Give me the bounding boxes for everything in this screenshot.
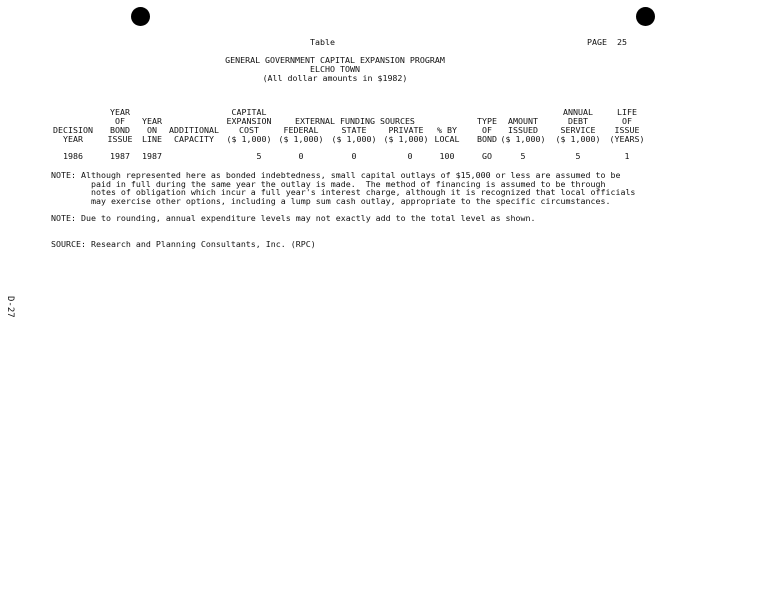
note-financing: NOTE: Although represented here as bonded indebtedness, small capital outlays of $15,000 or less are assumed to be paid in full during the same year the outlay is made. The method of financing is assumed to be through notes of obligation which incur a full year's interest charge, although it is recognized that local officials may exercise other options, including a lump sum cash outlay, appropriate to the specific circumstances. — [51, 170, 636, 206]
table-cell-private: 0 — [407, 151, 413, 161]
column-header-year-on-line: ON — [147, 125, 157, 135]
column-header-capital-expansion-cost: COST — [239, 125, 259, 135]
column-header-annual-debt-service: ANNUAL — [563, 107, 593, 117]
table-cell-life-of-issue: 1 — [624, 151, 630, 161]
capital-expansion-table — [0, 0, 782, 170]
table-cell-decision-year: 1986 — [63, 151, 83, 161]
table-cell-pct-by-local: 100 — [439, 151, 455, 161]
column-header-pct-by-local: % BY — [437, 125, 457, 135]
column-header-year-of-bond-issue: ISSUE — [107, 134, 133, 144]
table-cell-state: 0 — [351, 151, 357, 161]
column-header-capital-expansion-cost: CAPITAL — [231, 107, 267, 117]
table-cell-federal: 0 — [298, 151, 304, 161]
column-header-amount-issued: ($ 1,000) — [500, 134, 546, 144]
column-header-annual-debt-service: SERVICE — [560, 125, 596, 135]
column-header-year-on-line: LINE — [142, 134, 162, 144]
column-header-life-of-issue: ISSUE — [614, 125, 640, 135]
column-header-capital-expansion-cost: ($ 1,000) — [226, 134, 272, 144]
column-header-additional-capacity: CAPACITY — [174, 134, 214, 144]
column-header-decision-year: YEAR — [63, 134, 83, 144]
page-number: PAGE 25 — [587, 37, 627, 47]
column-header-federal: FEDERAL — [283, 125, 319, 135]
side-page-number: D-27 — [5, 296, 15, 318]
table-cell-amount-issued: 5 — [520, 151, 526, 161]
column-header-life-of-issue: (YEARS) — [609, 134, 645, 144]
column-header-amount-issued: ISSUED — [508, 125, 538, 135]
column-header-year-of-bond-issue: OF — [115, 116, 125, 126]
table-label: Table — [310, 37, 335, 47]
source-note: SOURCE: Research and Planning Consultants, Inc. (RPC) — [51, 239, 316, 249]
note-rounding: NOTE: Due to rounding, annual expenditure levels may not exactly add to the total level as shown. — [51, 213, 536, 223]
table-cell-year-of-bond-issue: 1987 — [110, 151, 130, 161]
column-header-federal: ($ 1,000) — [278, 134, 324, 144]
column-header-private: PRIVATE — [388, 125, 424, 135]
column-header-type-of-bond: TYPE — [477, 116, 497, 126]
column-header-state: ($ 1,000) — [331, 134, 377, 144]
table-cell-capital-expansion-cost: 5 — [256, 151, 262, 161]
table-cell-annual-debt-service: 5 — [575, 151, 581, 161]
table-cell-year-on-line: 1987 — [142, 151, 162, 161]
report-subtitle-units: (All dollar amounts in $1982) — [262, 73, 408, 83]
column-header-life-of-issue: LIFE — [617, 107, 637, 117]
column-header-type-of-bond: OF — [482, 125, 492, 135]
table-cell-type-of-bond: GO — [482, 151, 492, 161]
column-header-additional-capacity: ADDITIONAL — [169, 125, 219, 135]
column-header-year-of-bond-issue: BOND — [110, 125, 130, 135]
column-header-year-of-bond-issue: YEAR — [110, 107, 130, 117]
column-header-private: ($ 1,000) — [383, 134, 429, 144]
column-header-type-of-bond: BOND — [477, 134, 497, 144]
column-header-annual-debt-service: ($ 1,000) — [555, 134, 601, 144]
column-header-amount-issued: AMOUNT — [508, 116, 538, 126]
column-header-pct-by-local: LOCAL — [434, 134, 460, 144]
report-subtitle-town: ELCHO TOWN — [310, 64, 360, 74]
group-header-external-funding: EXTERNAL FUNDING SOURCES — [295, 116, 415, 126]
column-header-year-on-line: YEAR — [142, 116, 162, 126]
column-header-life-of-issue: OF — [622, 116, 632, 126]
column-header-capital-expansion-cost: EXPANSION — [226, 116, 272, 126]
column-header-annual-debt-service: DEBT — [568, 116, 588, 126]
column-header-decision-year: DECISION — [53, 125, 93, 135]
report-title: GENERAL GOVERNMENT CAPITAL EXPANSION PROGRAM — [225, 55, 445, 65]
column-header-state: STATE — [341, 125, 367, 135]
